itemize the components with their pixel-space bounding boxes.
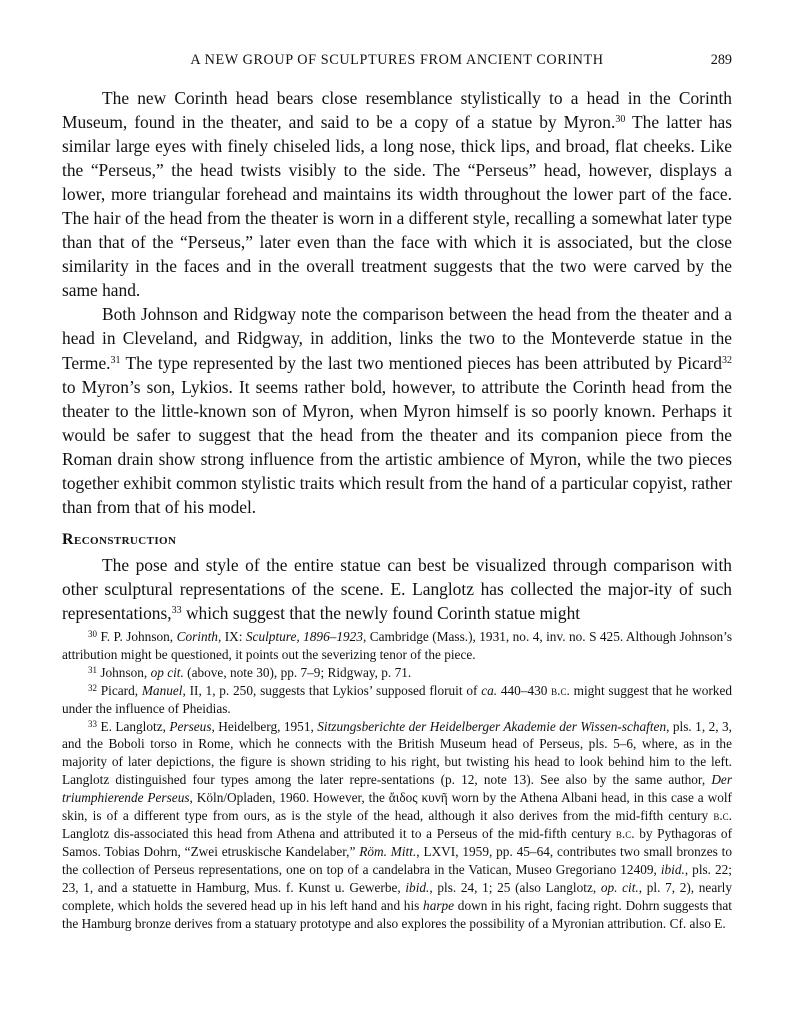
paragraph-1 [62, 86, 732, 302]
footnote-text: , Cambridge (Mass.), 1931, no. 4, inv. no. S 425. Although Johnson’s attribution might be questioned, it points out the severizing tenor of the piece. [62, 629, 733, 662]
footnote-text: , Köln/Opladen, 1960. However, the ἄιδος κυνῆ worn by the Athena Albani head, in this case a wolf skin, is of a different type from ours, as is the style of the head, although it also derives from the mid-fifth century [62, 790, 732, 824]
footnote-ref-31[interactable]: 31 [110, 354, 121, 366]
footnote-30 [62, 628, 732, 664]
paragraph-3-text-a: The pose and style of the entire statue can best be visualized through comparison with other sculptural representations of the scene. E. Langlotz has collected the major-ity of such representations, [62, 554, 732, 623]
paragraph-2-text-a: Both Johnson and Ridgway note the comparison between the head from the theater and a head in Cleveland, and Ridgway, in addition, links the two to the Monteverde statue in the Terme. [62, 304, 732, 373]
running-head [62, 52, 732, 72]
footnote-text: Johnson, [97, 664, 151, 680]
running-title: A NEW GROUP OF SCULPTURES FROM ANCIENT CORINTH [190, 52, 604, 68]
footnote-ref-32[interactable]: 32 [722, 354, 732, 366]
footnote-italic: Corinth [176, 629, 218, 644]
footnote-italic: Der triumphierende Perseus [62, 772, 732, 806]
footnote-text: E. Langlotz, [97, 718, 170, 734]
footnote-text: , pls. 1, 2, 3, and the Boboli torso in Rome, which he connects with the British Museum head of Perseus, pls. 5–6, where, as in the majority of later depictions, the figure is shown striding to his right, but twisting his head to look behind him to the left. Langlotz distinguished four types among the later repre-sentations (p. 12, note 13). See also by the same author, [62, 718, 732, 788]
footnote-italic: Perseus [169, 718, 212, 734]
footnote-text: , IX: [217, 629, 246, 644]
paragraph-2-text-b: The type represented by the last two mentioned pieces has been attributed by Picard [120, 352, 722, 373]
footnote-italic: Sitzungsberichte der Heidelberger Akademie der Wissen-schaften [317, 718, 667, 734]
footnote-text: , Heidelberg, 1951, [211, 718, 318, 734]
footnote-text: , LXVI, 1959, pp. 45–64, contributes two small bronzes to the collection of Perseus representations, one on top of a candelabra in the Vatican, Museo Gregoriano 12409, [62, 843, 732, 877]
footnote-italic: op cit. [150, 664, 184, 680]
footnote-italic: ca. [481, 682, 498, 698]
footnote-number: 31 [88, 664, 97, 675]
footnote-italic: Röm. Mitt. [359, 843, 417, 859]
footnote-text: Langlotz dis-associated this head from Athena and attributed it to a Perseus of the mid-fifth century [62, 825, 616, 841]
footnotes [62, 628, 732, 932]
page-number: 289 [710, 52, 732, 68]
footnote-text: , II, 1, p. 250, suggests that Lykios’ supposed floruit of [182, 682, 482, 698]
paragraph-2-text-c: to Myron’s son, Lykios. It seems rather bold, however, to attribute the Corinth head from the theater to the little-known son of Myron, when Myron himself is so poorly known. Perhaps it would be safer to suggest that the head from the theater and its companion piece from the Roman drain show strong influence from the artistic ambience of Myron, while the two pieces together exhibit common stylistic traits which result from the hand of a particular copyist, rather than from that of his model. [62, 376, 732, 517]
footnote-number: 33 [88, 718, 97, 729]
section-heading: Reconstruction [62, 530, 177, 548]
footnote-number: 32 [88, 682, 97, 693]
footnote-text: , pl. 7, 2), nearly complete, which holds the severed head up in his left hand and his [62, 879, 732, 913]
paragraph-1-text-b: The latter has similar large eyes with finely chiseled lids, a long nose, thick lips, and broad, flat cheeks. Like the “Perseus,” the head twists visibly to the side. The “Perseus” head, however, displays a lower, more triangular forehead and maintains its width throughout the lower part of the face. The hair of the head from the theater is worn in a different style, recalling a somewhat later type than that of the “Perseus,” later even than the face with which it is associated, but the close similarity in the faces and in the overall treatment suggests that the two were carved by the same hand. [62, 112, 733, 301]
footnote-text: down in his right, facing right. Dohrn suggests that the Hamburg bronze derives from a statuary prototype and also explores the possibility of a Myronian attribution. Cf. also E. [62, 897, 732, 931]
footnote-31 [62, 664, 732, 682]
paragraph-1-text-a: The new Corinth head bears close resemblance stylistically to a head in the Corinth Museum, found in the theater, and said to be a copy of a statue by Myron. [62, 88, 732, 133]
paragraph-3 [62, 553, 732, 625]
footnote-text: by Pythagoras of Samos. Tobias Dohrn, “Zwei etruskische Kandelaber,” [62, 825, 732, 859]
footnote-italic: Sculpture, 1896–1923 [245, 629, 363, 644]
footnote-italic: ibid. [660, 861, 685, 877]
footnote-italic: Manuel [141, 682, 183, 698]
footnote-italic: harpe [423, 897, 455, 913]
footnote-32 [62, 682, 732, 718]
footnote-smallcaps: b.c. [713, 808, 732, 824]
footnote-smallcaps: b.c. [551, 682, 570, 698]
footnote-text: Picard, [97, 682, 142, 698]
footnote-text: (above, note 30), pp. 7–9; Ridgway, p. 71. [183, 664, 412, 680]
footnote-text: might suggest that he worked under the influence of Pheidias. [62, 682, 732, 716]
footnote-text: , pls. 22; 23, 1, and a statuette in Hamburg, Mus. f. Kunst u. Gewerbe, [62, 861, 732, 895]
main-text [62, 86, 732, 625]
footnote-ref-33[interactable]: 33 [171, 604, 182, 616]
footnote-text: 440–430 [497, 682, 552, 698]
footnote-number: 30 [88, 629, 97, 639]
footnote-italic: ibid. [405, 879, 430, 895]
footnote-text: F. P. Johnson, [97, 629, 177, 644]
paragraph-3-text-b: which suggest that the newly found Corinth statue might [181, 602, 581, 623]
footnote-italic: op. cit. [600, 879, 639, 895]
footnote-ref-30[interactable]: 30 [615, 114, 626, 126]
paragraph-2 [62, 302, 732, 518]
footnote-text: , pls. 24, 1; 25 (also Langlotz, [429, 879, 601, 895]
footnote-33 [62, 718, 732, 933]
footnote-smallcaps: b.c. [615, 825, 635, 841]
